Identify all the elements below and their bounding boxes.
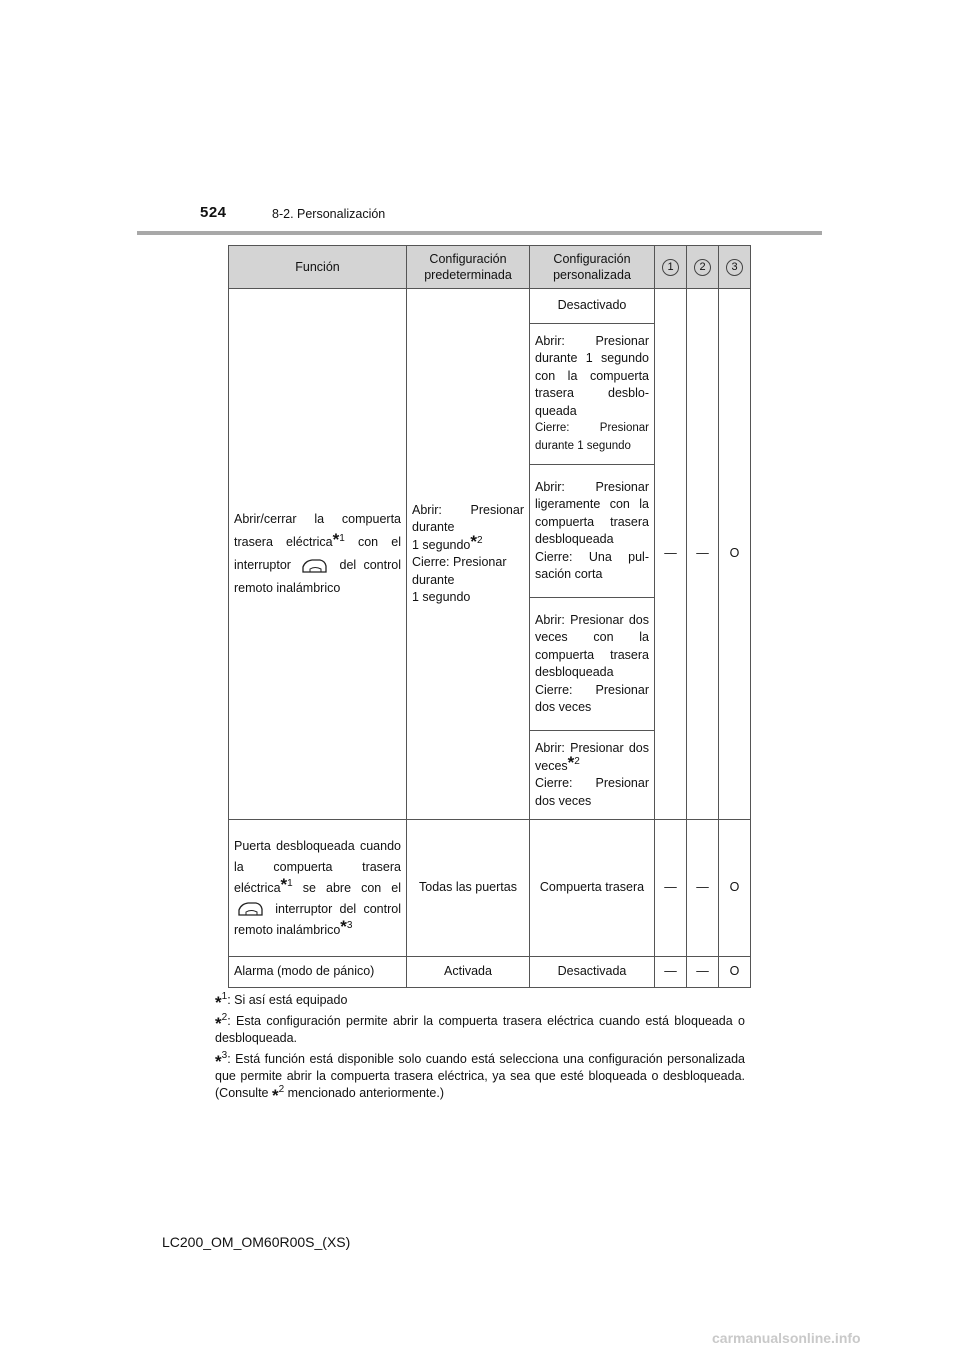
row1-col2: — [687, 289, 719, 820]
row2-default: Todas las puertas [407, 820, 530, 957]
circle-3-icon: 3 [726, 259, 743, 276]
col-custom-header: Configuración personalizada [530, 246, 655, 289]
footnote-1: *$^1$: Si así está equipado [215, 990, 348, 1012]
row1-option-twice: Abrir: Presionar dos veces con la compuerta trasera desbloqueada Cierre: Presionar dos veces [530, 598, 655, 731]
table-row [229, 289, 751, 324]
table-row [229, 820, 751, 957]
footnotes [215, 992, 745, 1106]
row3-col3: O [719, 957, 751, 988]
footer-code: LC200_OM_OM60R00S_(XS) [162, 1234, 351, 1250]
row1-option-1s: Abrir: Presionar durante 1 segundo con la compuerta trasera desbloqueada Cierre: Presionar durante 1 segundo [530, 324, 655, 465]
row1-col3: O [719, 289, 751, 820]
back-door-key-icon [237, 901, 265, 917]
col-function-header: Función [229, 246, 407, 289]
row2-function: Puerta desbloqueada cuando la compuerta trasera eléctrica$^{*1}$ se abre con el interruptor del control remoto inalámbrico$^{*3}$ [229, 820, 407, 957]
footnote-2: *$^2$: Esta configuración permite abrir la compuerta trasera eléctrica cuando está bloqueada o desbloqueada. [215, 1011, 745, 1045]
row1-option-twice-2: Abrir: Presionar dos veces$^{*2}$ Cierre: Presionar dos veces [530, 731, 655, 820]
row1-function: Abrir/cerrar la compuerta trasera eléctrica$^{*1}$ con el interruptor del control remoto inalámbrico [229, 289, 407, 820]
col-default-header: Configuración predeterminada [407, 246, 530, 289]
section-title: 8-2. Personalización [272, 207, 386, 221]
row3-default: Activada [407, 957, 530, 988]
page-number: 524 [200, 204, 227, 221]
row2-col2: — [687, 820, 719, 957]
row2-col3: O [719, 820, 751, 957]
row1-col1: — [655, 289, 687, 820]
row1-option-light: Abrir: Presionar ligeramente con la compuerta trasera desbloqueada Cierre: Una pulsación corta [530, 465, 655, 598]
row1-default: Abrir: Presionar durante 1 segundo$^{*2}$ Cierre: Presionar durante 1 segundo [407, 289, 530, 820]
row3-custom: Desactivada [530, 957, 655, 988]
back-door-key-icon [301, 558, 329, 574]
customization-table [228, 245, 751, 988]
row3-col1: — [655, 957, 687, 988]
table-row [229, 957, 751, 988]
row2-custom: Compuerta trasera [530, 820, 655, 957]
circle-2-icon: 2 [694, 259, 711, 276]
col-2-header [687, 246, 719, 289]
watermark: carmanualsonline.info [712, 1330, 861, 1346]
table-header-row [229, 246, 751, 289]
row3-col2: — [687, 957, 719, 988]
circle-1-icon: 1 [662, 259, 679, 276]
row3-function: Alarma (modo de pánico) [229, 957, 407, 988]
row2-col1: — [655, 820, 687, 957]
footnote-3: *$^3$: Está función está disponible solo cuando está selecciona una configuración personalizada que permite abrir la compuerta trasera eléctrica, ya sea que esté bloqueada o desbloqueada. (Consulte *$^2$ mencionado anteriormente.) [215, 1049, 745, 1105]
col-1-header [655, 246, 687, 289]
header-rule [137, 231, 822, 235]
col-3-header [719, 246, 751, 289]
row1-option-off: Desactivado [530, 289, 655, 324]
